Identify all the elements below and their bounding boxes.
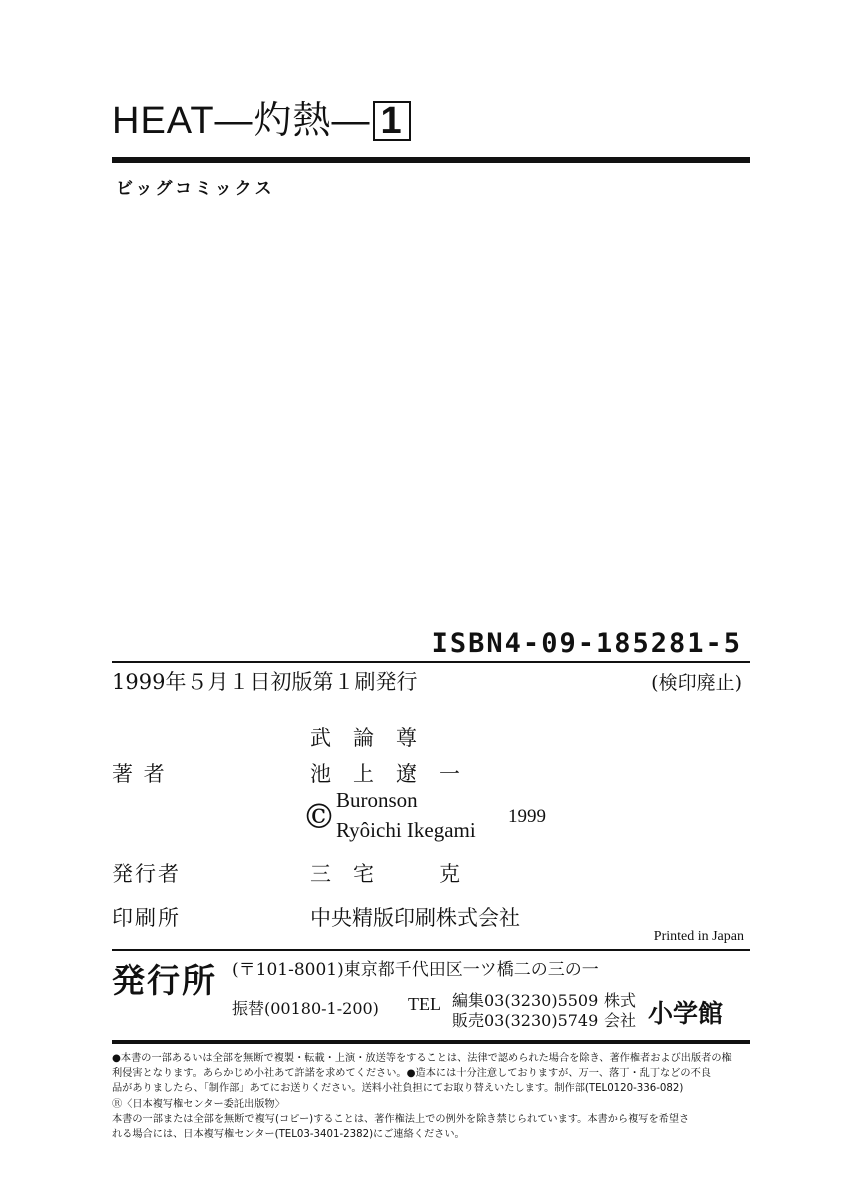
fine-print-line-5: 本書の一部または全部を無断で複写(コピー)することは、著作権法上での例外を除き禁じられています。本書から複写を希望さ — [112, 1114, 690, 1125]
corp-2: 会社 — [604, 1011, 637, 1030]
top-divider — [112, 157, 750, 163]
publisher-label: 発行所 — [112, 961, 217, 1000]
publisher-name: 小学館 — [648, 999, 724, 1028]
publisher-address: (〒101-8001)東京都千代田区一ツ橋二の三の一 — [232, 960, 599, 980]
author-line-2: 池上遼一 — [310, 762, 482, 786]
copyright-symbol: © — [302, 797, 336, 837]
tel-label: TEL — [408, 994, 441, 1014]
printer-name: 中央精版印刷株式会社 — [310, 906, 520, 930]
isbn: ISBN4-09-185281-5 — [431, 628, 742, 659]
fine-print-line-2: 利侵害となります。あらかじめ小社あて許諾を求めてください。●造本には十分注意しておりますが、万一、落丁・乱丁などの不良 — [112, 1068, 711, 1079]
copyright-year: 1999 — [508, 806, 546, 827]
tel-edit: 編集03(3230)5509 — [452, 991, 599, 1010]
copyright-name-2: Ryôichi Ikegami — [336, 818, 476, 842]
printer-label: 印刷所 — [112, 906, 181, 930]
fine-print-line-4: Ⓡ〈日本複写権センター委託出版物〉 — [112, 1099, 285, 1110]
isbn-divider — [112, 661, 750, 663]
transfer-account: 振替(00180-1-200) — [232, 999, 379, 1018]
fine-print-line-3: 品がありましたら、「制作部」あてにお送りください。送料小社負担にてお取り替えいたします。制作部(TEL0120-336-082) — [112, 1083, 684, 1094]
author-line-1: 武論尊 — [310, 726, 439, 750]
author-label: 著 者 — [112, 762, 167, 786]
tel-sales: 販売03(3230)5749 — [452, 1011, 599, 1030]
fine-print-line-1: ●本書の一部あるいは全部を無断で複製・転載・上演・放送等をすることは、法律で認められた場合を除き、著作権者および出版者の権 — [112, 1053, 732, 1064]
publisher-divider — [112, 949, 750, 951]
corp-1: 株式 — [604, 991, 637, 1010]
publisher-person-label: 発行者 — [112, 862, 181, 886]
publisher-person: 三宅 克 — [310, 862, 482, 886]
bottom-divider — [112, 1040, 750, 1044]
volume-number-box: 1 — [373, 101, 411, 141]
series-name: ビッグコミックス — [116, 179, 275, 199]
book-title-text: HEAT―灼熱― — [112, 100, 371, 142]
printed-in: Printed in Japan — [653, 929, 744, 944]
book-title — [112, 98, 411, 144]
copyright-name-1: Buronson — [336, 788, 418, 812]
seal-note: (検印廃止) — [651, 672, 742, 694]
publication-date: 1999年５月１日初版第１刷発行 — [112, 670, 418, 694]
fine-print-line-6: れる場合には、日本複写権センター(TEL03-3401-2382)にご連絡ください。 — [112, 1129, 465, 1140]
